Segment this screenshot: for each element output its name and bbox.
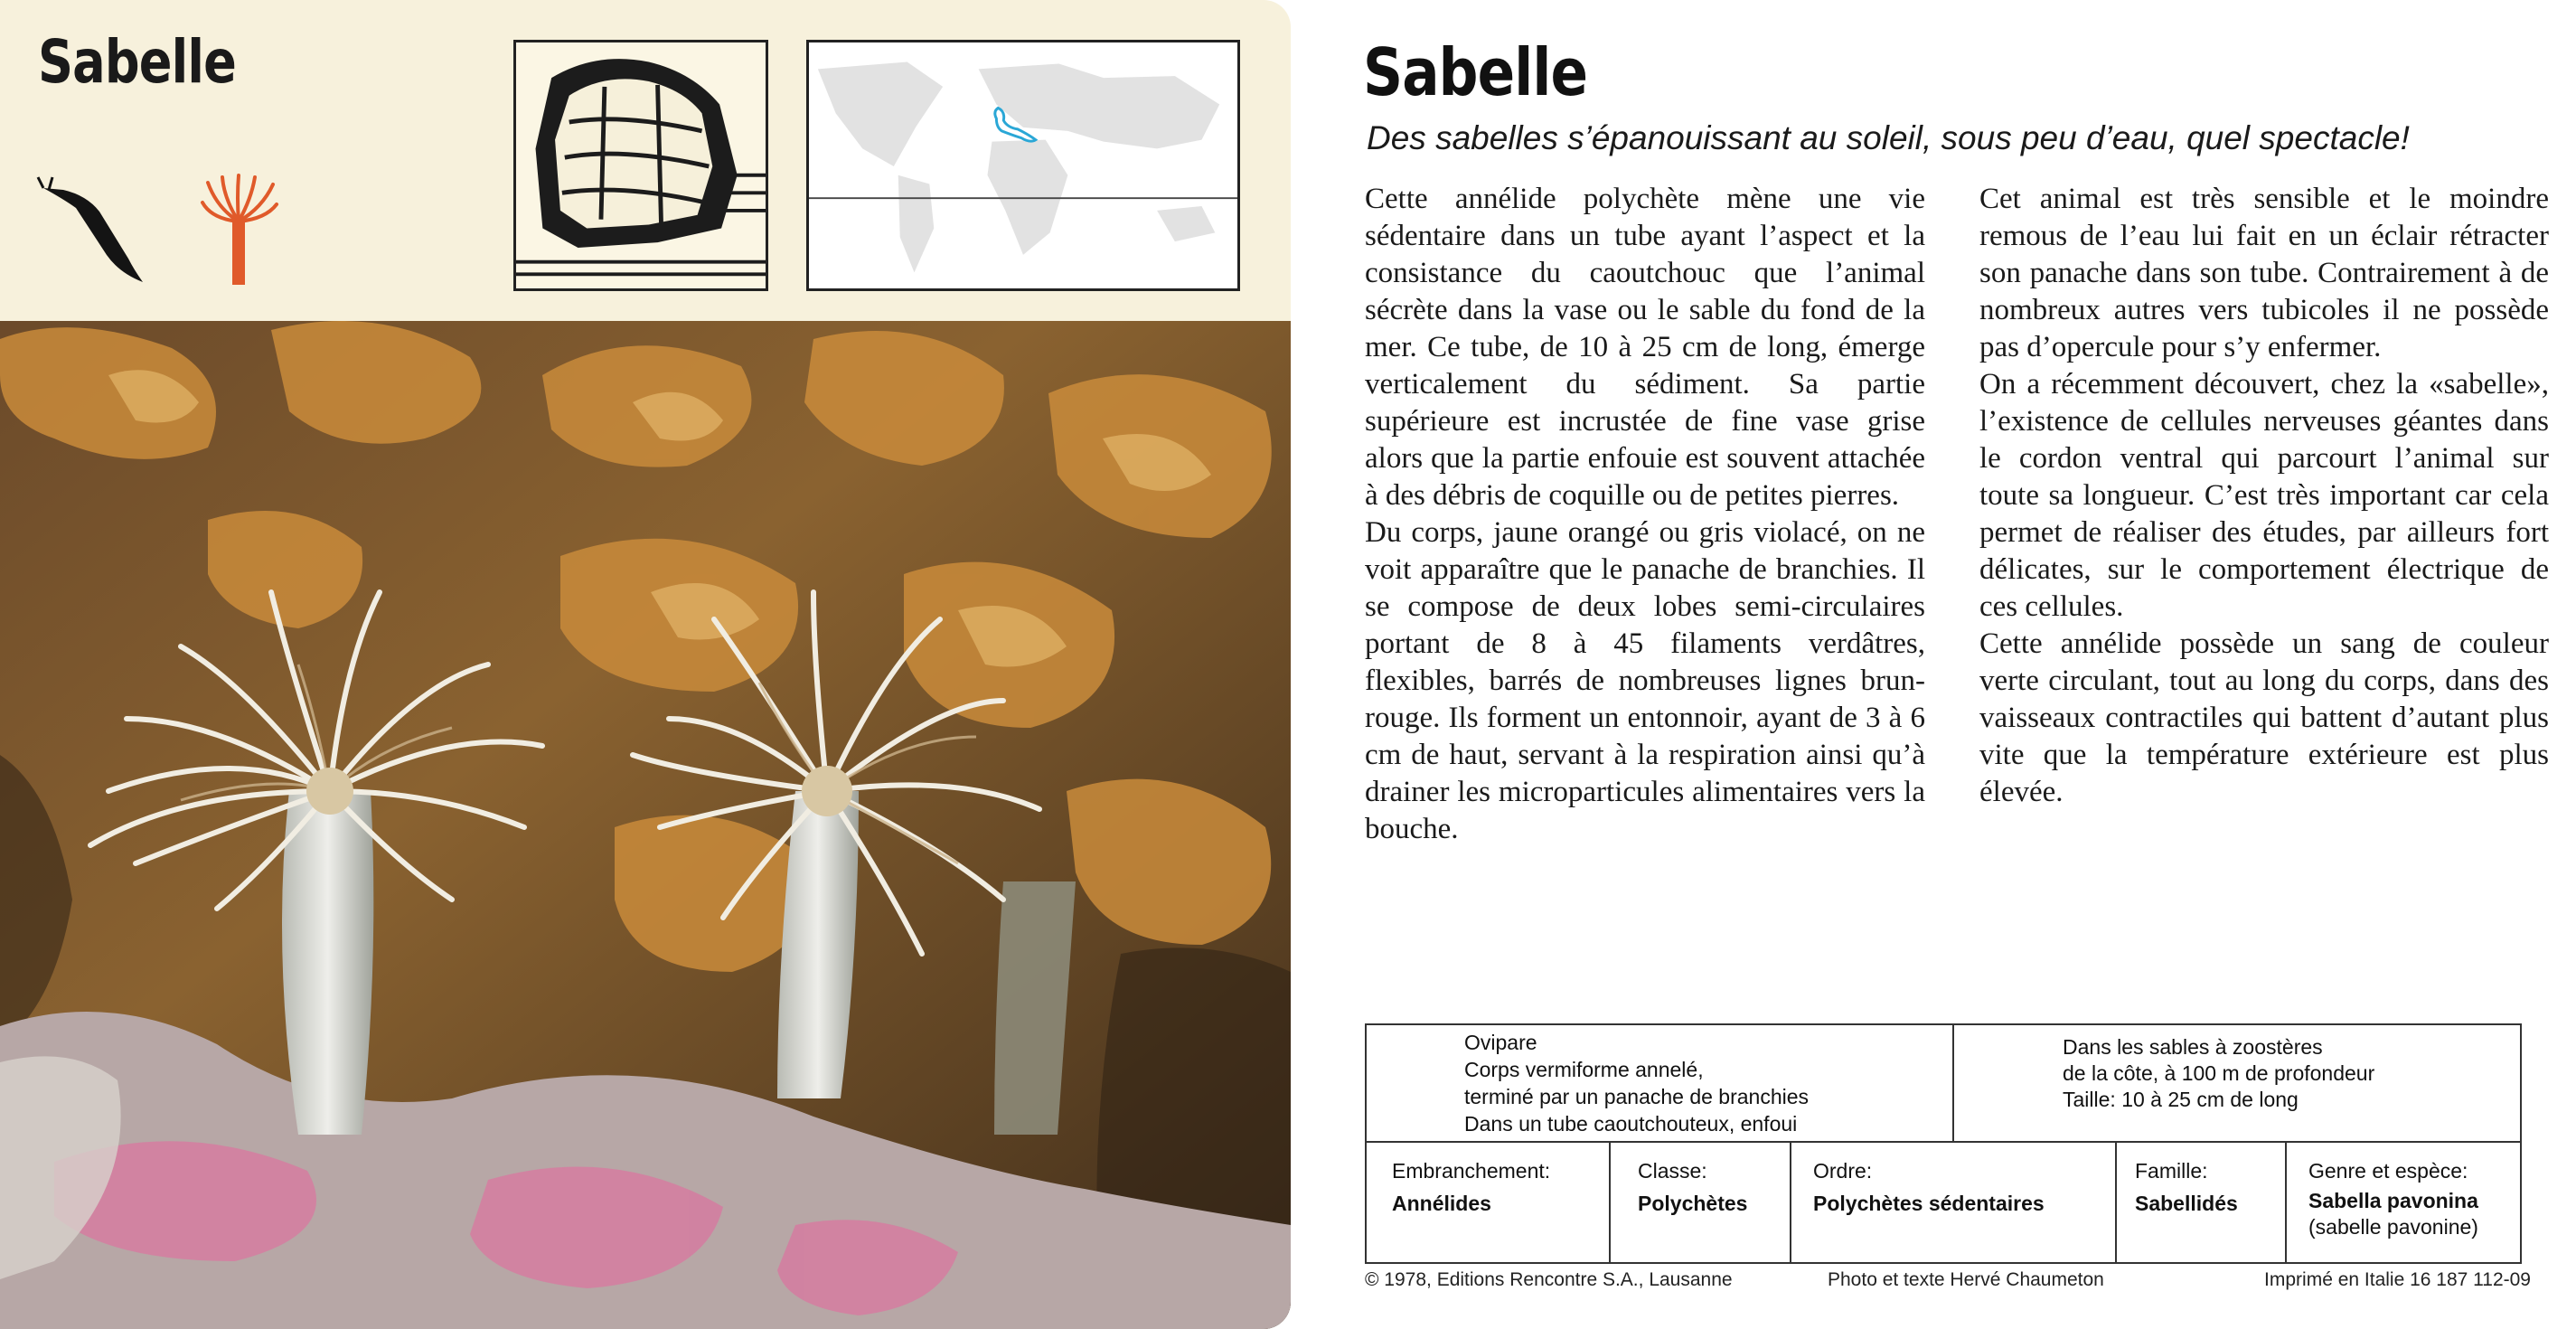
- tax-value: Annélides: [1392, 1192, 1491, 1215]
- tax-common-name: (sabelle pavonine): [2308, 1215, 2478, 1239]
- text-column-right: [1979, 181, 2549, 811]
- info-line: Ovipare: [1464, 1031, 1537, 1054]
- habitat-illustration: [513, 40, 768, 291]
- sabelle-photo: [0, 321, 1291, 1329]
- card-title: Sabelle: [1363, 34, 1588, 110]
- info-line: Corps vermiforme annelé,: [1464, 1058, 1704, 1081]
- card-title: Sabelle: [38, 27, 237, 97]
- taxonomy-genre: [2287, 1143, 2524, 1264]
- biology-cell: [1367, 1025, 1954, 1141]
- habitat-cell: [1954, 1025, 2524, 1141]
- paragraph: Cette annélide possède un sang de couleur verte circulant, tout au long du corps, dans des vaisseaux contractiles qui battent d’autant plus vite que la température extérieure est plus élevée.: [1979, 627, 2549, 808]
- taxonomy-row: [1367, 1143, 2520, 1264]
- print-info-text: Imprimé en Italie 16 187 112-09: [2264, 1269, 2531, 1290]
- tax-value: Sabella pavonina: [2308, 1189, 2478, 1212]
- card-subtitle: Des sabelles s’épanouissant au soleil, sous peu d’eau, quel spectacle!: [1367, 119, 2410, 156]
- paragraph: Du corps, jaune orangé ou gris violacé, on ne voit apparaître que le panache de branchies. Il se compose de deux lobes semi-circulaires portant de 8 à 45 filaments verdâtres, flexibles, barrés de nombreuses lignes brun-rouge. Ils forment un entonnoir, ayant de 3 à 6 cm de haut, servant à la respiration ainsi qu’à drainer les microparticules alimentaires vers la bouche.: [1365, 516, 1925, 845]
- paragraph: Cette annélide polychète mène une vie sédentaire dans un tube ayant l’aspect et la consistance du caoutchouc que l’animal sécrète dans la vase ou le sable du fond de la mer. Ce tube, de 10 à 25 cm de long, émerge verticalement du sédiment. Sa partie supérieure est incrustée de fine vase grise alors que la partie enfouie est souvent attachée à des débris de coquille ou de petites pierres.: [1365, 183, 1925, 512]
- taxonomy-ordre: [1791, 1143, 2117, 1264]
- taxonomy-classe: [1611, 1143, 1791, 1264]
- tax-value: Polychètes sédentaires: [1813, 1192, 2045, 1215]
- sea-slug-icon: [36, 172, 154, 289]
- distribution-map: [806, 40, 1240, 291]
- sabelle-worm-icon: [199, 172, 280, 289]
- paragraph: On a récemment découvert, chez la «sabelle», l’existence de cellules nerveuses géantes dans le cordon ventral qui parcourt l’animal sur toute sa longueur. C’est très important car cela permet de réaliser des études, par ailleurs fort délicates, sur le comportement électrique de ces cellules.: [1979, 368, 2549, 623]
- info-row-description: [1367, 1025, 2520, 1143]
- copyright-text: © 1978, Editions Rencontre S.A., Lausanne: [1365, 1269, 1733, 1290]
- tax-label: Embranchement:: [1392, 1159, 1551, 1183]
- info-line: de la côte, à 100 m de profondeur: [2063, 1061, 2375, 1085]
- taxonomy-embranchement: [1367, 1143, 1611, 1264]
- info-line: Taille: 10 à 25 cm de long: [2063, 1088, 2299, 1111]
- right-card: [1293, 0, 2576, 1329]
- tax-label: Ordre:: [1813, 1159, 1873, 1183]
- info-line: terminé par un panache de branchies: [1464, 1085, 1810, 1108]
- tax-label: Genre et espèce:: [2308, 1159, 2468, 1183]
- tax-value: Sabellidés: [2135, 1192, 2238, 1215]
- tax-label: Classe:: [1638, 1159, 1707, 1183]
- tax-value: Polychètes: [1638, 1192, 1748, 1215]
- tax-label: Famille:: [2135, 1159, 2208, 1183]
- text-column-left: [1365, 181, 1925, 848]
- info-line: Dans un tube caoutchouteux, enfoui: [1464, 1112, 1798, 1136]
- credit-text: Photo et texte Hervé Chaumeton: [1828, 1269, 2104, 1290]
- info-line: Dans les sables à zoostères: [2063, 1035, 2323, 1059]
- taxonomy-famille: [2117, 1143, 2287, 1264]
- info-table: [1365, 1023, 2522, 1264]
- paragraph: Cet animal est très sensible et le moindre remous de l’eau lui fait en un éclair rétracter son panache dans son tube. Contrairement à de nombreux autres vers tubicoles il ne possède pas d’opercule pour s’y enfermer.: [1979, 183, 2549, 363]
